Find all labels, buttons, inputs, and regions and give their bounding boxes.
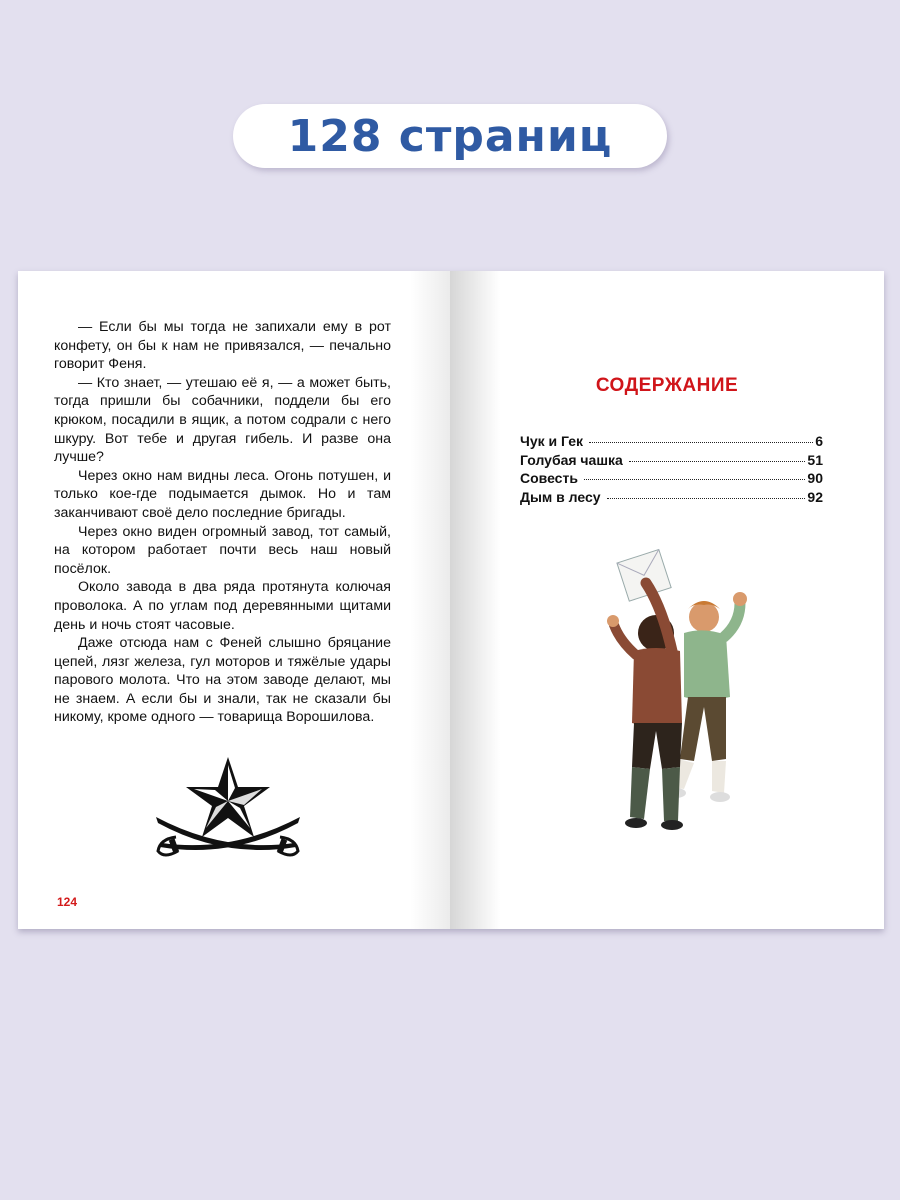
paragraph: — Кто знает, — утешаю её я, — а может быть, тогда пришли бы собачники, поддели бы его крюком, посадили в ящик, а потом содрали с него шкуру. Вот тебе и другая гибель. И разве она лучше? [54,374,391,466]
star-and-crossed-sabers-emblem [154,755,302,867]
toc-leader-dots [584,478,805,480]
toc-entry-page: 92 [807,488,823,505]
toc-entry-title: Совесть [520,470,578,486]
toc-entry-page: 6 [815,433,823,449]
paragraph: Около завода в два ряда протянута колючая проволока. А по углам под деревянными щитами день и ночь стоят часовые. [54,579,391,633]
paragraph: — Если бы мы тогда не запихали ему в рот конфету, он бы к нам не привязался, — печально говорит Феня. [54,319,391,373]
toc-entry [520,452,823,471]
right-page [450,271,884,929]
toc-leader-dots [629,460,806,462]
paragraph: Через окно виден огромный завод, тот самый, на котором работает почти весь наш новый посёлок. [54,523,391,577]
toc-title: СОДЕРЖАНИЕ [595,375,739,396]
toc-entry [520,489,823,508]
open-book [18,271,884,929]
toc-entry-page: 90 [807,470,823,486]
left-page [18,271,450,929]
paragraph: Через окно нам видны леса. Огонь потушен, и только кое-где подымается дымок. Но и там заканчивают своё дело последние бригады. [54,467,391,521]
toc-entry-title: Дым в лесу [520,488,601,505]
pages-count-text: 128 страниц [287,110,613,162]
page-number: 124 [57,895,78,909]
table-of-contents [520,433,823,507]
toc-leader-dots [607,497,806,499]
toc-entry [520,470,823,489]
two-boys-with-letter-illustration [600,547,760,837]
toc-entry-page: 51 [807,451,823,468]
toc-leader-dots [589,441,813,443]
pages-count-badge [233,104,667,168]
toc-entry-title: Голубая чашка [520,451,623,468]
story-text [54,318,391,727]
paragraph: Даже отсюда нам с Феней слышно бряцание цепей, лязг железа, гул моторов и тяжёлые удары парового молота. Что на этом заводе делают, мы не знаем. А если бы и знали, так не сказали бы никому, кроме одного — товарища Ворошилова. [54,635,391,726]
toc-entry [520,433,823,452]
toc-entry-title: Чук и Гек [520,433,584,449]
